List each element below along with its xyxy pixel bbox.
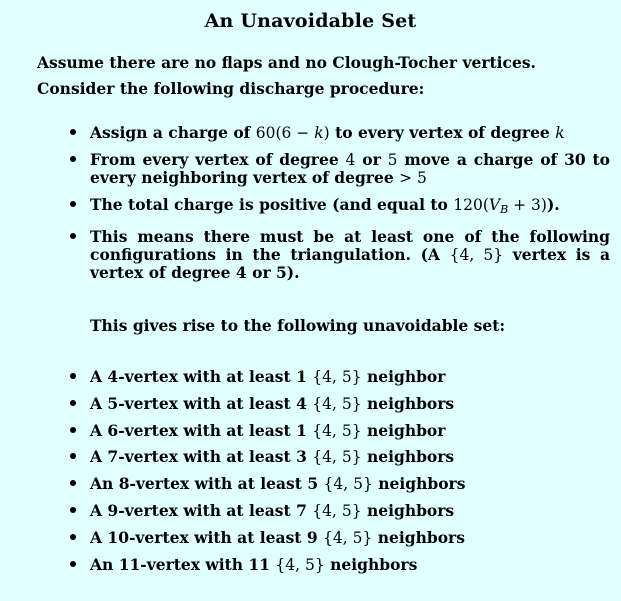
math-expression: 60(6 − (255, 124, 315, 142)
math-set: {4, 5} (449, 246, 504, 264)
unavoidable-item-text: neighbors (372, 474, 466, 494)
unavoidable-item-text: An 8-vertex with at least 5 (90, 474, 324, 494)
unavoidable-set-list (70, 364, 610, 578)
math-variable: k (314, 124, 324, 142)
intro-line-2: Consider the following discharge procedure: (37, 79, 425, 98)
procedure-text: This means there must be at least one of the following configurations in the triangulation. (A (90, 227, 610, 264)
math-set: {4, 5} (312, 448, 362, 467)
bullet-icon (70, 471, 84, 498)
unavoidable-item (70, 364, 610, 391)
bullet-icon (70, 196, 84, 214)
procedure-item-move (70, 151, 610, 187)
procedure-text: ). (546, 195, 560, 214)
procedure-item-conclusion (70, 228, 610, 282)
discharge-procedure-list (70, 124, 610, 291)
unavoidable-item-text: A 5-vertex with at least 4 (90, 393, 313, 413)
math-expression: 120( (453, 196, 489, 214)
procedure-text: The total charge is positive (and equal to (90, 195, 454, 214)
unavoidable-item-text: A 4-vertex with at least 1 (90, 367, 313, 386)
bullet-icon (70, 364, 84, 391)
unavoidable-heading: This gives rise to the following unavoidable set: (90, 316, 506, 335)
bullet-icon (70, 498, 84, 525)
unavoidable-item-text: neighbor (361, 420, 446, 440)
math-set: {4, 5} (312, 368, 362, 386)
math-set: {4, 5} (323, 475, 373, 494)
bullet-icon (70, 124, 84, 142)
math-set: {4, 5} (312, 421, 362, 440)
unavoidable-item-text: A 7-vertex with at least 3 (90, 447, 313, 467)
math-variable: V (488, 196, 501, 214)
bullet-icon (70, 151, 84, 169)
slide-title: An Unavoidable Set (204, 10, 417, 32)
unavoidable-item (70, 444, 610, 471)
procedure-text: to every vertex of degree (329, 123, 556, 142)
unavoidable-item-text: An 11-vertex with 11 (90, 554, 276, 574)
unavoidable-item (70, 471, 610, 498)
procedure-item-total (70, 196, 610, 219)
unavoidable-item-text: A 9-vertex with at least 7 (90, 500, 313, 520)
unavoidable-item (70, 525, 610, 552)
unavoidable-item-text: neighbors (361, 447, 455, 467)
procedure-item-charge (70, 124, 610, 142)
unavoidable-item-text: neighbor (361, 367, 446, 386)
unavoidable-item (70, 552, 610, 579)
math-set: {4, 5} (275, 555, 325, 574)
intro-line-1: Assume there are no flaps and no Clough-Tocher vertices. (37, 53, 536, 72)
bullet-icon (70, 552, 84, 579)
unavoidable-item-text: neighbors (324, 554, 418, 574)
math-subscript: B (500, 203, 509, 216)
unavoidable-item (70, 418, 610, 445)
bullet-icon (70, 418, 84, 445)
procedure-text: or (355, 150, 388, 169)
math-set: {4, 5} (312, 394, 362, 413)
unavoidable-item-text: neighbors (361, 393, 455, 413)
unavoidable-item-text: A 6-vertex with at least 1 (90, 420, 313, 440)
math-expression: ) (323, 124, 330, 142)
unavoidable-item (70, 391, 610, 418)
bullet-icon (70, 525, 84, 552)
procedure-text: From every vertex of degree (90, 150, 346, 169)
math-number: 5 (387, 151, 398, 169)
math-variable: k (555, 124, 565, 142)
procedure-text: vertex is a vertex of degree 4 or 5). (90, 245, 610, 282)
bullet-icon (70, 444, 84, 471)
unavoidable-item-text: A 10-vertex with at least 9 (90, 527, 324, 547)
unavoidable-item (70, 498, 610, 525)
bullet-icon (70, 228, 84, 246)
math-number: 4 (345, 151, 356, 169)
math-set: {4, 5} (323, 528, 373, 547)
math-set: {4, 5} (312, 501, 362, 520)
unavoidable-item-text: neighbors (361, 500, 455, 520)
procedure-text: move a charge of 30 to every neighboring vertex of degree (90, 150, 610, 187)
unavoidable-item-text: neighbors (372, 527, 465, 547)
procedure-text: Assign a charge of (90, 123, 256, 142)
intro-paragraph (37, 50, 607, 102)
math-expression: + 3) (508, 196, 547, 214)
bullet-icon (70, 391, 84, 418)
math-expression: > 5 (399, 169, 427, 187)
